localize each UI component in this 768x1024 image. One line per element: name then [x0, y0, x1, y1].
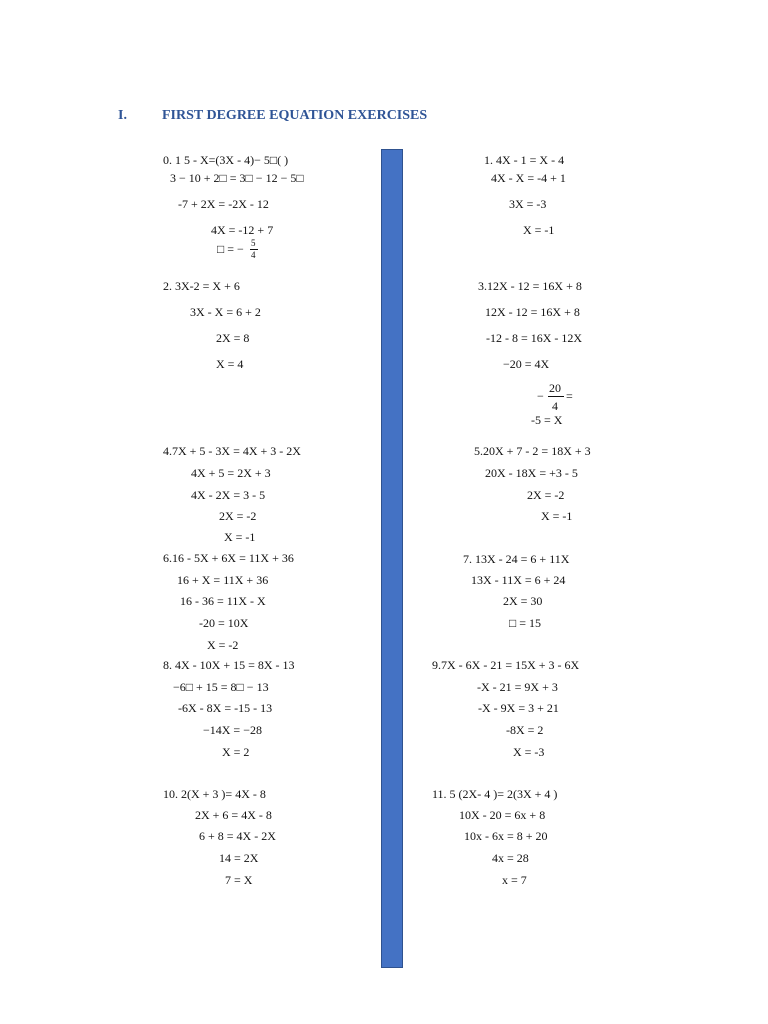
exercise-line: 2X = 30: [503, 594, 543, 608]
exercise-line: 13X - 11X = 6 + 24: [471, 573, 566, 587]
exercise-line: 3X - X = 6 + 2: [190, 305, 261, 319]
exercise-line: 3X = -3: [509, 197, 547, 211]
section-number: I.: [118, 108, 127, 123]
fraction-denominator: 4: [251, 250, 256, 260]
fraction-sign: −: [537, 389, 544, 403]
exercise-line: 7 = X: [225, 873, 253, 887]
exercise-line: X = 2: [222, 745, 250, 759]
fraction-denominator: 4: [552, 399, 558, 413]
exercise-line: -8X = 2: [506, 723, 544, 737]
fraction-equals: =: [566, 389, 573, 403]
exercise-line: X = -3: [513, 745, 545, 759]
exercise-line: -12 - 8 = 16X - 12X: [486, 331, 583, 345]
exercise-line: 14 = 2X: [219, 851, 259, 865]
exercise-line: -X - 21 = 9X + 3: [477, 680, 558, 694]
exercise-line: □ = 15: [509, 616, 542, 630]
exercise-line: 2X = 8: [216, 331, 250, 345]
exercise-line: -20 = 10X: [199, 616, 249, 630]
exercise-line: X = -1: [541, 509, 573, 523]
exercise-line: 10. 2(X + 3 )= 4X - 8: [163, 787, 266, 801]
exercise-line: −20 = 4X: [503, 357, 550, 371]
exercise-line: 2X = -2: [219, 509, 257, 523]
exercise-line: 5.20X + 7 - 2 = 18X + 3: [474, 444, 591, 458]
fraction-bar: [548, 396, 564, 397]
exercise-line: 16 + X = 11X + 36: [177, 573, 269, 587]
exercise-line: □ = −: [217, 242, 244, 256]
fraction-numerator: 20: [549, 381, 561, 395]
exercise-line: 6.16 - 5X + 6X = 11X + 36: [163, 551, 294, 565]
exercise-line: 9.7X - 6X - 21 = 15X + 3 - 6X: [432, 658, 580, 672]
exercise-line: 3.12X - 12 = 16X + 8: [478, 279, 582, 293]
section-title: FIRST DEGREE EQUATION EXERCISES: [162, 108, 428, 123]
exercise-line: −14X = −28: [203, 723, 262, 737]
exercise-line: X = -1: [523, 223, 555, 237]
exercise-line: 3 − 10 + 2□ = 3□ − 12 − 5□: [170, 171, 304, 185]
exercise-line: 4X - 2X = 3 - 5: [191, 488, 266, 502]
exercise-line: X = -2: [207, 638, 239, 652]
exercise-line: -6X - 8X = -15 - 13: [178, 701, 273, 715]
exercise-line: X = 4: [216, 357, 244, 371]
exercise-line: −6□ + 15 = 8□ − 13: [173, 680, 269, 694]
exercise-line: 16 - 36 = 11X - X: [180, 594, 266, 608]
exercise-line: 8. 4X - 10X + 15 = 8X - 13: [163, 658, 295, 672]
fraction-numerator: 5: [251, 238, 256, 248]
exercise-line: 4.7X + 5 - 3X = 4X + 3 - 2X: [163, 444, 301, 458]
exercise-line: 12X - 12 = 16X + 8: [485, 305, 580, 319]
exercise-line: 0. 1 5 - X=(3X - 4)− 5□( ): [163, 153, 289, 167]
column-divider-bar: [381, 149, 403, 968]
exercise-line: -X - 9X = 3 + 21: [478, 701, 559, 715]
exercise-line: 20X - 18X = +3 - 5: [485, 466, 578, 480]
exercise-line: X = -1: [224, 530, 256, 544]
exercise-line: 6 + 8 = 4X - 2X: [199, 829, 276, 843]
exercise-line: 10x - 6x = 8 + 20: [464, 829, 548, 843]
exercise-line: 2. 3X-2 = X + 6: [163, 279, 240, 293]
exercise-line: 4X = -12 + 7: [211, 223, 274, 237]
exercise-line: 2X = -2: [527, 488, 565, 502]
exercise-line: 7. 13X - 24 = 6 + 11X: [463, 552, 570, 566]
exercise-line: 11. 5 (2X- 4 )= 2(3X + 4 ): [432, 787, 558, 801]
exercise-line: -7 + 2X = -2X - 12: [178, 197, 269, 211]
exercise-line: 4X + 5 = 2X + 3: [191, 466, 271, 480]
exercise-line: 2X + 6 = 4X - 8: [195, 808, 272, 822]
exercise-line: 4X - X = -4 + 1: [491, 171, 566, 185]
exercise-line: 1. 4X - 1 = X - 4: [484, 153, 565, 167]
exercise-line: 4x = 28: [492, 851, 529, 865]
exercise-line: -5 = X: [531, 413, 563, 427]
exercise-line: 10X - 20 = 6x + 8: [459, 808, 546, 822]
exercise-line: x = 7: [502, 873, 527, 887]
